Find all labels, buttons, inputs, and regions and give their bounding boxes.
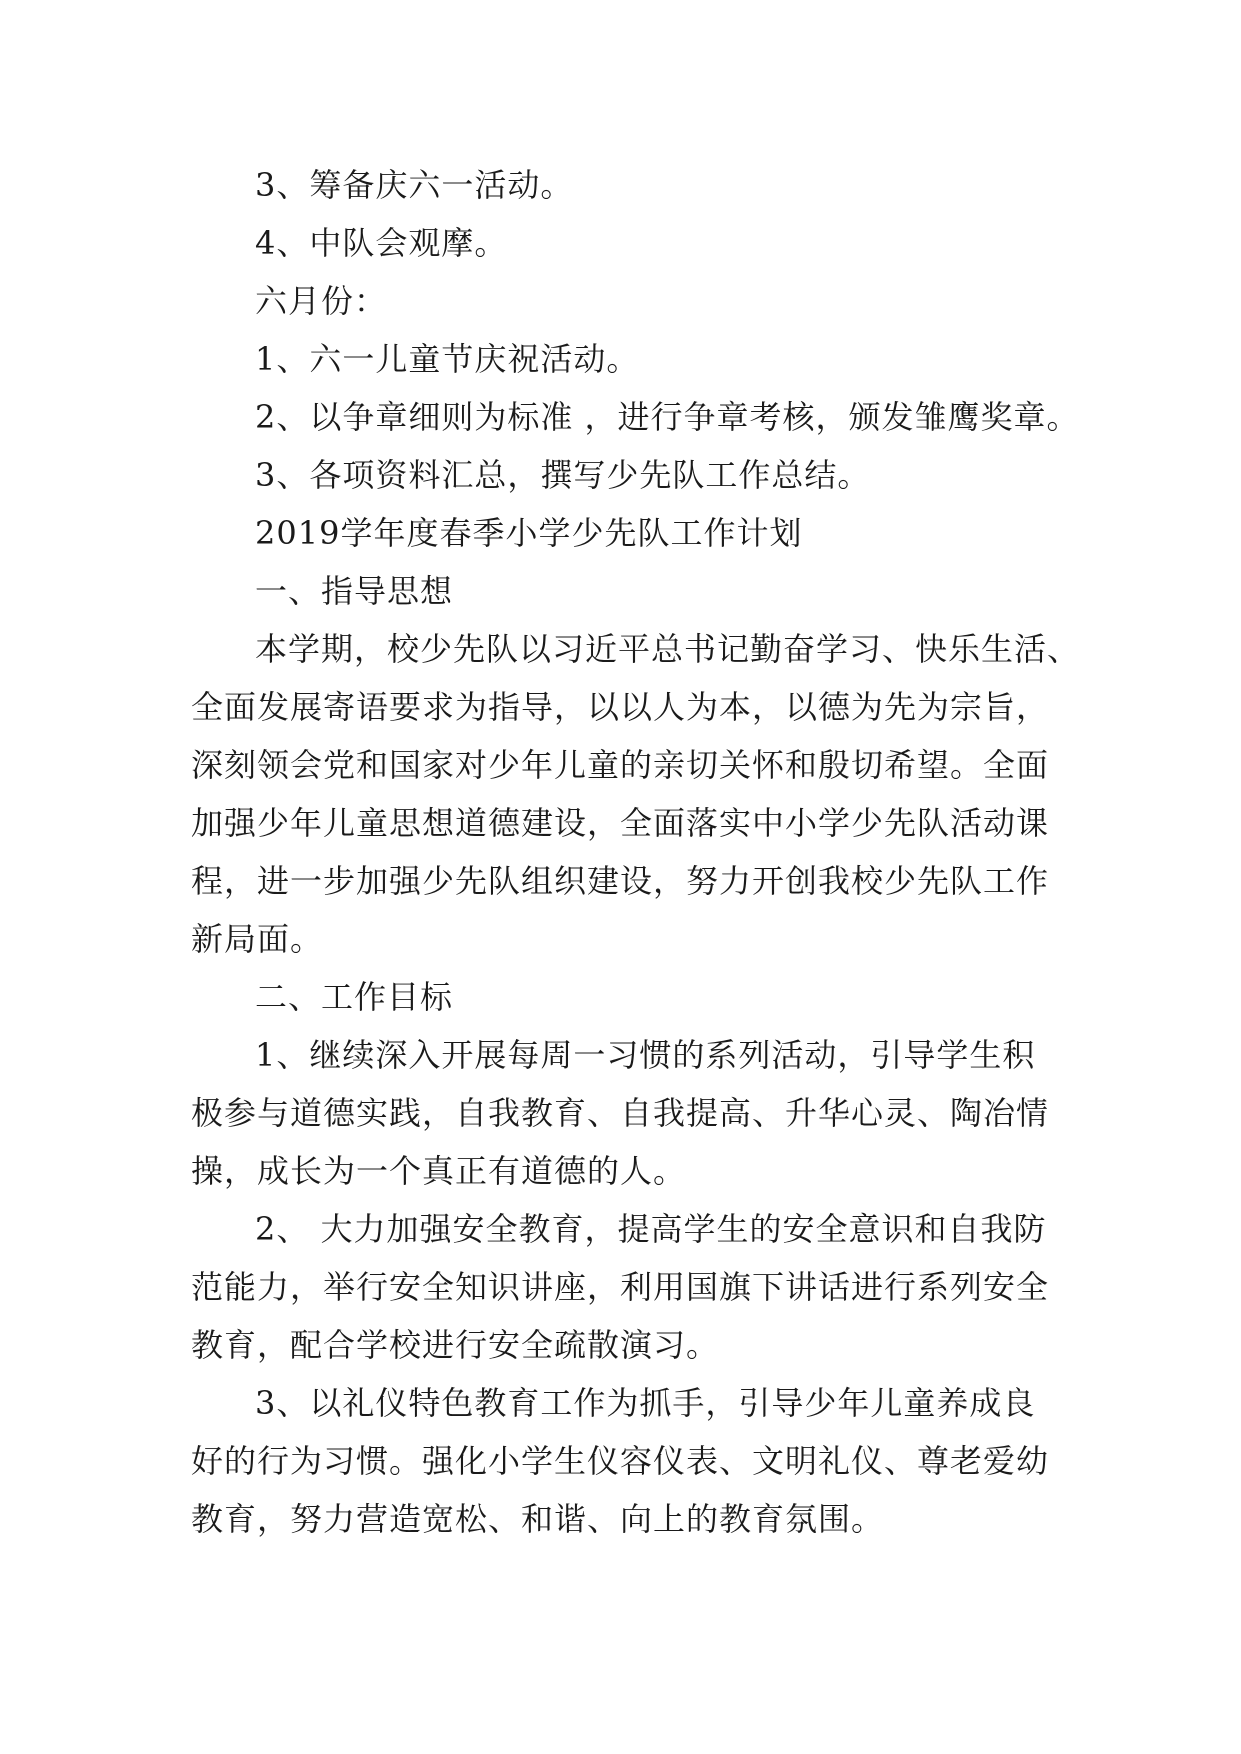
- text-line: 全面发展寄语要求为指导，以以人为本，以德为先为宗旨，: [191, 688, 1050, 726]
- text-line: 好的行为习惯。强化小学生仪容仪表、文明礼仪、尊老爱幼: [191, 1442, 1050, 1480]
- text-line: 教育，配合学校进行安全疏散演习。: [191, 1326, 720, 1364]
- text-line: 程，进一步加强少先队组织建设，努力开创我校少先队工作: [191, 862, 1050, 900]
- text-line: 4、中队会观摩。: [255, 224, 508, 262]
- text-line: 新局面。: [191, 920, 324, 958]
- document-body: [191, 156, 1081, 1548]
- text-line: 1、六一儿童节庆祝活动。: [255, 340, 640, 378]
- text-line: 教育，努力营造宽松、和谐、向上的教育氛围。: [191, 1500, 885, 1538]
- text-line: 3、筹备庆六一活动。: [255, 166, 574, 204]
- text-line: 深刻领会党和国家对少年儿童的亲切关怀和殷切希望。全面: [191, 746, 1050, 784]
- text-line: 六月份：: [255, 282, 388, 320]
- text-line: 3、各项资料汇总，撰写少先队工作总结。: [255, 456, 871, 494]
- text-line: 极参与道德实践，自我教育、自我提高、升华心灵、陶冶情: [191, 1094, 1050, 1132]
- text-line: 范能力，举行安全知识讲座，利用国旗下讲话进行系列安全: [191, 1268, 1050, 1306]
- text-line: 本学期，校少先队以习近平总书记勤奋学习、快乐生活、: [255, 630, 1081, 668]
- section-heading: 一、指导思想: [255, 572, 454, 610]
- text-line: 2、 大力加强安全教育，提高学生的安全意识和自我防: [255, 1210, 1047, 1248]
- text-line: 操，成长为一个真正有道德的人。: [191, 1152, 687, 1190]
- text-line: 2、以争章细则为标准 ，进行争章考核，颁发雏鹰奖章。: [255, 398, 1080, 436]
- text-line: 加强少年儿童思想道德建设，全面落实中小学少先队活动课: [191, 804, 1050, 842]
- text-line: 3、以礼仪特色教育工作为抓手，引导少年儿童养成良: [255, 1384, 1036, 1422]
- section-title: 2019学年度春季小学少先队工作计划: [255, 514, 803, 552]
- section-heading: 二、工作目标: [255, 978, 454, 1016]
- text-line: 1、继续深入开展每周一习惯的系列活动，引导学生积: [255, 1036, 1036, 1074]
